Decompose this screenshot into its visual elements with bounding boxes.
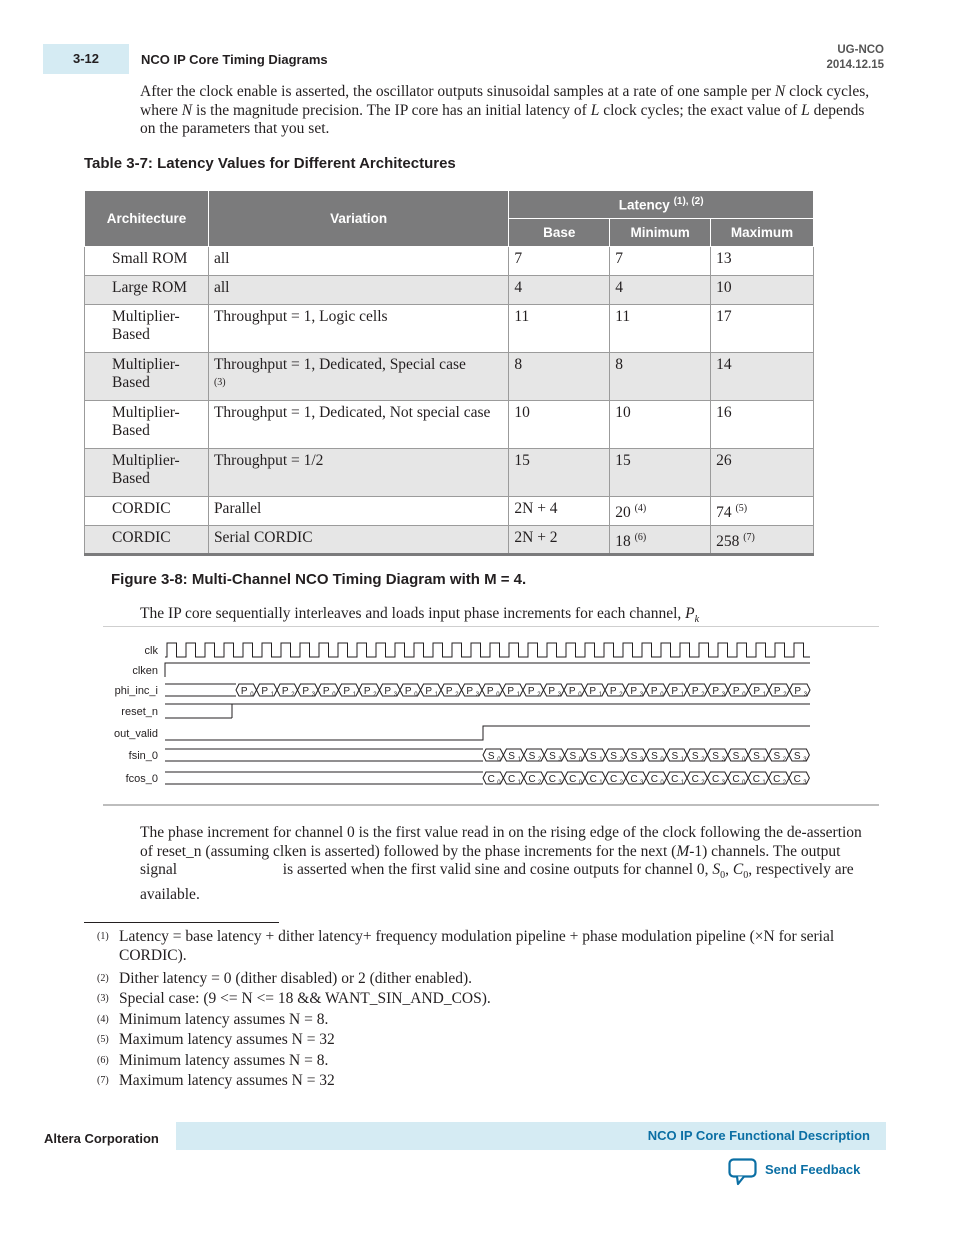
fsin-cell-label: S [651, 751, 658, 762]
phi-inc-cell-index: 0 [414, 692, 418, 698]
cell-variation: all [208, 247, 508, 276]
page-number: 3-12 [72, 51, 100, 66]
fsin-cell-label: S [793, 751, 801, 762]
footnote-text: Maximum latency assumes N = 32 [119, 1031, 335, 1048]
phi-inc-cell-label: P [753, 686, 761, 697]
cell-minimum: 10 [610, 401, 711, 449]
footer-company: Altera Corporation [44, 1131, 159, 1146]
signal-label: clk [144, 645, 158, 657]
fsin-cell-index: 2 [782, 757, 787, 763]
cell-base: 2N + 4 [509, 497, 610, 526]
fsin-cell-index: 3 [558, 757, 562, 763]
minimum-footnote-ref: (4) [634, 503, 647, 514]
footnote-mark: (3) [97, 993, 109, 1004]
fcos-cell-label: C [609, 774, 618, 785]
phi-inc-cell-label: P [691, 686, 699, 697]
variation-footnote-ref: (3) [213, 377, 226, 388]
header-latency: Latency $^{(1), (2)}$ [509, 191, 814, 219]
timing-diagram [103, 626, 879, 808]
fsin-cell-index: 1 [680, 757, 685, 763]
fsin-cell-label: S [528, 751, 536, 762]
phi-inc-cell-label: P [425, 686, 433, 697]
table-row [85, 497, 814, 526]
phi-inc-cell-label: P [548, 686, 556, 697]
fcos-cell-label: C [793, 774, 801, 785]
figure-caption: Figure 3-8: Multi-Channel NCO Timing Diagram with M = 4. [111, 571, 527, 588]
table-row [85, 449, 814, 497]
cell-base: 11 [509, 305, 610, 353]
cell-minimum: 7 [610, 247, 711, 276]
cell-architecture: Large ROM [85, 276, 209, 305]
fcos-cell-label: C [752, 774, 761, 785]
footnote-separator [84, 922, 279, 923]
phi-inc-cell-label: P [507, 686, 515, 697]
phi-inc-cell-label: P [568, 686, 576, 697]
footnote [97, 1031, 859, 1050]
footnote-text: Maximum latency assumes N = 32 [119, 1072, 335, 1089]
phi-inc-cell-index: 0 [578, 692, 582, 698]
cell-architecture: Small ROM [85, 247, 209, 276]
fcos-cell-label: C [630, 774, 638, 785]
phi-inc-cell-index: 0 [660, 692, 664, 698]
table-row [85, 305, 814, 353]
footnote [97, 1072, 859, 1091]
footnote-mark: (5) [97, 1034, 109, 1045]
fsin-cell-label: S [671, 751, 679, 762]
table-row [85, 526, 814, 555]
cell-variation: Serial CORDIC [208, 526, 508, 555]
cell-base: 2N + 2 [509, 526, 610, 555]
phi-inc-cell-index: 1 [352, 692, 357, 698]
phi-inc-cell-index: 1 [762, 692, 767, 698]
clken-waveform [165, 663, 810, 677]
phi-inc-cell-label: P [384, 686, 392, 697]
phi-inc-cell-label: P [363, 686, 371, 697]
fsin-cell-label: S [549, 751, 556, 762]
cell-base: 4 [509, 276, 610, 305]
cell-architecture: Multiplier-Based [85, 353, 209, 401]
fsin-cell-index: 2 [701, 757, 705, 763]
minimum-footnote-ref: (6) [634, 532, 647, 543]
fcos-cell-label: C [487, 774, 495, 785]
phi-inc-cell-index: 1 [598, 692, 603, 698]
fcos-cell-index: 0 [742, 780, 746, 786]
maximum-footnote-ref: (7) [743, 532, 755, 543]
fcos-cell-index: 1 [680, 780, 685, 786]
phi-inc-cell-label: P [281, 686, 289, 697]
footnote-mark: (2) [97, 973, 109, 984]
cell-variation: Throughput = 1, Dedicated, Special case $^{(3)}$ [208, 353, 508, 401]
cell-maximum: 258 $^{(7)}$ [711, 526, 814, 555]
fsin-cell-index: 0 [660, 757, 664, 763]
phi-inc-cell-label: P [261, 686, 269, 697]
cell-variation: Throughput = 1/2 [208, 449, 508, 497]
phi-inc-cell-label: P [609, 686, 617, 697]
header-architecture: Architecture [85, 191, 209, 247]
fsin-cell-index: 3 [721, 757, 725, 763]
fsin-cell-index: 2 [538, 757, 542, 763]
footnote-mark: (6) [97, 1055, 109, 1066]
phi-inc-cell-label: P [773, 686, 781, 697]
footnote-mark: (1) [97, 931, 109, 942]
fsin-cell-index: 0 [578, 757, 583, 763]
phi-inc-idle [165, 684, 236, 696]
fcos-cell-index: 3 [640, 780, 644, 786]
footer-section-link[interactable]: NCO IP Core Functional Description [647, 1128, 870, 1143]
footnote [97, 990, 859, 1009]
maximum-footnote-ref: (5) [735, 503, 748, 514]
document-id [826, 43, 884, 73]
table-caption: Table 3-7: Latency Values for Different Architectures [84, 155, 456, 172]
phi-inc-cell-label: P [589, 686, 597, 697]
fcos-cell-index: 2 [619, 780, 623, 786]
fsin-cell-label: S [753, 751, 760, 762]
fcos-cell-index: 2 [538, 780, 542, 786]
cell-architecture: Multiplier-Based [85, 401, 209, 449]
cell-minimum: 15 [610, 449, 711, 497]
intro-paragraph: After the clock enable is asserted, the oscillator outputs sinusoidal samples at a rate of one sample per N clock cycles, where N is the magnitude precision. The IP core has an initial latency of L clock cycles; the exact value of L depends on the parameters that you set. [140, 83, 870, 137]
phi-inc-cell-index: 0 [742, 692, 746, 698]
footnote-text: Dither latency = 0 (dither disabled) or 2 (dither enabled). [119, 970, 473, 987]
phi-inc-cell-index: 3 [721, 692, 726, 698]
out-valid-waveform [165, 726, 810, 740]
header-variation: Variation [208, 191, 508, 247]
fcos-idle [165, 772, 483, 784]
cell-base: 8 [509, 353, 610, 401]
fsin-cell-index: 1 [599, 757, 603, 763]
phi-inc-cell-label: P [794, 686, 802, 697]
phi-inc-cell-label: P [732, 686, 740, 697]
phi-inc-cell-index: 3 [393, 692, 398, 698]
fcos-cell-label: C [711, 774, 720, 785]
header-maximum: Maximum [711, 219, 814, 247]
fcos-cell-label: C [650, 774, 659, 785]
cell-architecture: CORDIC [85, 526, 209, 555]
signal-label: fsin_0 [128, 750, 158, 762]
phi-inc-cell-index: 2 [455, 692, 459, 698]
fsin-cell-label: S [508, 751, 515, 762]
table-row [85, 247, 814, 276]
phi-inc-cell-index: 2 [783, 692, 787, 698]
cell-maximum: 74 $^{(5)}$ [711, 497, 814, 526]
header-minimum: Minimum [610, 219, 711, 247]
footnote [97, 1052, 859, 1071]
send-feedback-link[interactable]: Send Feedback [765, 1162, 861, 1177]
latency-footnote-refs: (1), (2) [673, 196, 704, 208]
footnote-mark: (7) [97, 1075, 109, 1086]
fsin-cell-label: S [569, 751, 577, 762]
cell-base: 15 [509, 449, 610, 497]
fsin-cell-label: S [610, 751, 617, 762]
fcos-cell-label: C [732, 774, 740, 785]
fsin-idle [165, 749, 483, 761]
cell-minimum: 11 [610, 305, 711, 353]
cell-architecture: Multiplier-Based [85, 449, 209, 497]
phi-inc-cell-index: 2 [537, 692, 541, 698]
cell-minimum: 8 [610, 353, 711, 401]
phi-inc-cell-index: 2 [619, 692, 623, 698]
phi-inc-cell-label: P [322, 686, 330, 697]
signal-label: reset_n [121, 706, 158, 718]
phi-inc-cell-index: 2 [291, 692, 295, 698]
fsin-cell-index: 0 [497, 757, 501, 763]
doc-id: UG-NCO [837, 44, 884, 56]
table-row [85, 401, 814, 449]
fsin-cell-index: 3 [803, 757, 807, 763]
fcos-cell-index: 0 [660, 780, 664, 786]
phi-inc-cell-label: P [343, 686, 351, 697]
cell-minimum: 18 $^{(6)}$ [610, 526, 711, 555]
signal-label: fcos_0 [125, 773, 158, 785]
phi-inc-cell-label: P [712, 686, 720, 697]
fcos-cell-label: C [691, 774, 699, 785]
fsin-cell-label: S [630, 751, 638, 762]
cell-minimum: 20 $^{(4)}$ [610, 497, 711, 526]
cell-architecture: Multiplier-Based [85, 305, 209, 353]
fcos-cell-index: 2 [782, 780, 787, 786]
phi-inc-cell-index: 0 [496, 692, 500, 698]
cell-variation: Throughput = 1, Dedicated, Not special case [208, 401, 508, 449]
phi-inc-cell-label: P [404, 686, 412, 697]
fcos-cell-label: C [507, 774, 516, 785]
cell-minimum: 4 [610, 276, 711, 305]
fcos-cell-index: 3 [721, 780, 725, 786]
phi-inc-cell-label: P [445, 686, 453, 697]
fcos-cell-label: C [589, 774, 597, 785]
fcos-cell-index: 1 [599, 780, 603, 786]
signal-label: phi_inc_i [114, 685, 158, 697]
footnote-text: Special case: (9 <= N <= 18 && WANT_SIN_AND_COS). [119, 990, 491, 1007]
body-paragraph: The phase increment for channel 0 is the first value read in on the rising edge of the clock following the de-assertion of reset_n (assuming clken is asserted) followed by the phase increments for the next (M-1) channels. The output signal is asserted when the first valid sine and cosine outputs for channel 0, $S_0$, $C_0$, respectively are available. [140, 824, 862, 903]
latency-table [84, 190, 814, 556]
phi-inc-cell-index: 3 [475, 692, 480, 698]
fsin-cell-label: S [732, 751, 740, 762]
fcos-cell-index: 1 [517, 780, 521, 786]
footnote [97, 1011, 859, 1030]
footnote-text: Latency = base latency + dither latency+ frequency modulation pipeline + phase modulation pipeline (×N for serial CORDIC). [119, 928, 835, 964]
phi-inc-cell-index: 0 [332, 692, 336, 698]
fcos-cell-index: 3 [558, 780, 562, 786]
running-header-title: NCO IP Core Timing Diagrams [141, 52, 328, 67]
fsin-cell-index: 0 [742, 757, 746, 763]
cell-maximum: 13 [711, 247, 814, 276]
phi-inc-cell-index: 3 [803, 692, 808, 698]
table-row [85, 276, 814, 305]
phi-inc-cell-label: P [302, 686, 310, 697]
clk-waveform [165, 643, 810, 657]
phi-inc-cell-index: 1 [434, 692, 439, 698]
phi-inc-cell-label: P [240, 686, 248, 697]
phi-inc-cell-index: 0 [250, 692, 254, 698]
cell-maximum: 17 [711, 305, 814, 353]
phi-inc-cell-index: 2 [373, 692, 377, 698]
fsin-cell-label: S [589, 751, 597, 762]
phi-inc-cell-label: P [486, 686, 494, 697]
signal-label: clken [132, 665, 158, 677]
reset-n-waveform [165, 704, 810, 718]
phi-inc-cell-index: 3 [639, 692, 644, 698]
fsin-cell-label: S [712, 751, 719, 762]
fcos-cell-label: C [671, 774, 679, 785]
fcos-cell-label: C [569, 774, 577, 785]
speech-bubble-icon[interactable] [728, 1158, 758, 1186]
fcos-cell-index: 0 [497, 780, 501, 786]
fcos-cell-index: 0 [578, 780, 583, 786]
cell-maximum: 10 [711, 276, 814, 305]
phi-inc-cell-index: 1 [680, 692, 685, 698]
cell-maximum: 14 [711, 353, 814, 401]
fsin-cell-index: 1 [517, 757, 521, 763]
phi-inc-cell-label: P [527, 686, 535, 697]
footnote-mark: (4) [97, 1014, 109, 1025]
header-base: Base [509, 219, 610, 247]
fsin-cell-label: S [487, 751, 495, 762]
fcos-cell-index: 3 [803, 780, 807, 786]
phi-inc-cell-index: 3 [311, 692, 316, 698]
phi-inc-cell-label: P [630, 686, 638, 697]
doc-date: 2014.12.15 [826, 59, 884, 71]
cell-variation: Parallel [208, 497, 508, 526]
phi-inc-cell-label: P [466, 686, 474, 697]
phi-inc-cell-index: 2 [701, 692, 705, 698]
fcos-cell-label: C [528, 774, 536, 785]
cell-base: 7 [509, 247, 610, 276]
cell-maximum: 26 [711, 449, 814, 497]
footnote [97, 970, 859, 989]
signal-label: out_valid [113, 728, 158, 740]
fcos-cell-label: C [548, 774, 557, 785]
fsin-cell-label: S [691, 751, 699, 762]
phi-inc-cell-label: P [671, 686, 679, 697]
footnote-text: Minimum latency assumes N = 8. [119, 1052, 329, 1069]
fsin-cell-index: 2 [619, 757, 623, 763]
phi-inc-cell-index: 1 [270, 692, 275, 698]
cell-architecture: CORDIC [85, 497, 209, 526]
footnote-text: Minimum latency assumes N = 8. [119, 1011, 329, 1028]
figure-description: The IP core sequentially interleaves and loads input phase increments for each channel, $P_k$ [140, 605, 700, 626]
fsin-cell-index: 1 [762, 757, 766, 763]
cell-base: 10 [509, 401, 610, 449]
footnote [97, 928, 859, 965]
fcos-cell-index: 2 [701, 780, 705, 786]
cell-variation: Throughput = 1, Logic cells [208, 305, 508, 353]
fcos-cell-index: 1 [762, 780, 766, 786]
fsin-cell-label: S [773, 751, 781, 762]
phi-inc-cell-index: 3 [557, 692, 562, 698]
fsin-cell-index: 3 [640, 757, 644, 763]
phi-inc-cell-index: 1 [516, 692, 521, 698]
phi-inc-cell-label: P [650, 686, 658, 697]
table-row [85, 353, 814, 401]
cell-maximum: 16 [711, 401, 814, 449]
cell-variation: all [208, 276, 508, 305]
fcos-cell-label: C [773, 774, 781, 785]
